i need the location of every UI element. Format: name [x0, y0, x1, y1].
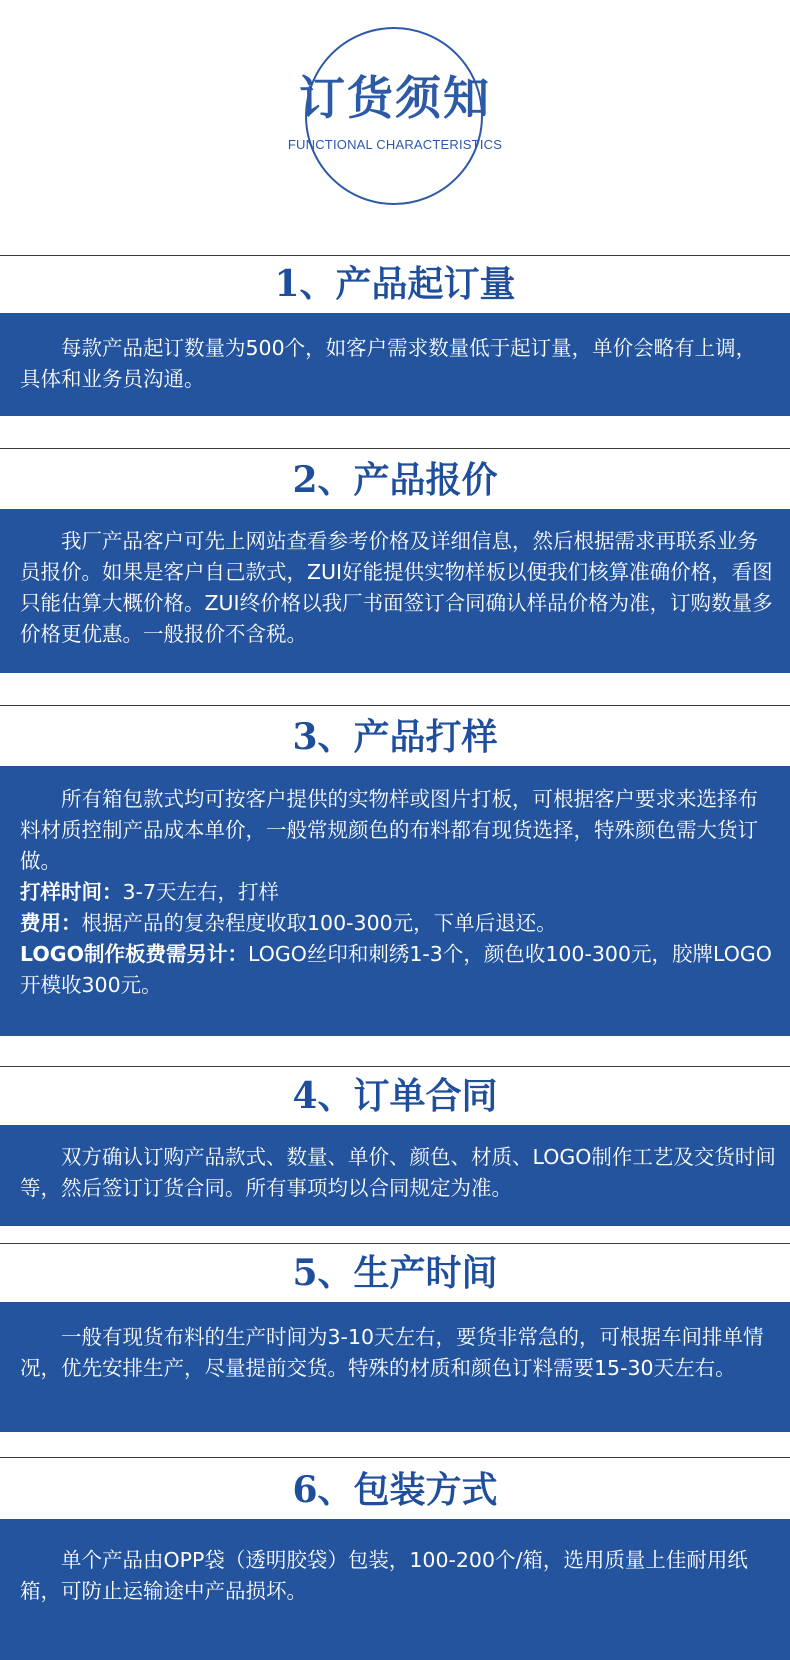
- header: [0, 0, 790, 255]
- section-header: [0, 1243, 790, 1302]
- section-title: 4、订单合同: [292, 1075, 498, 1117]
- section-text: 每款产品起订数量为500个，如客户需求数量低于起订量，单价会略有上调，具体和业务员沟通。: [20, 336, 757, 391]
- section-text: 单个产品由OPP袋（透明胶袋）包装，100-200个/箱，选用质量上佳耐用纸箱，可防止运输途中产品损坏。: [20, 1548, 748, 1603]
- section-header: [0, 1457, 790, 1519]
- logo-fee-line: [20, 939, 776, 1001]
- page-subtitle: FUNCTIONAL CHARACTERISTICS: [287, 137, 503, 152]
- section-body: [0, 1125, 790, 1226]
- section-header: [0, 705, 790, 766]
- section-contract: [0, 1066, 790, 1226]
- section-title: 2、产品报价: [292, 459, 498, 501]
- page-title: 订货须知: [299, 71, 491, 125]
- section-body: [0, 1302, 790, 1432]
- section-text: 一般有现货布料的生产时间为3-10天左右，要货非常急的，可根据车间排单情况，优先安排生产，尽量提前交货。特殊的材质和颜色订料需要15-30天左右。: [20, 1325, 764, 1380]
- section-text: 双方确认订购产品款式、数量、单价、颜色、材质、LOGO制作工艺及交货时间等，然后签订订货合同。所有事项均以合同规定为准。: [20, 1145, 776, 1200]
- section-body: [0, 313, 790, 416]
- sample-time-line: [20, 877, 776, 908]
- section-packaging: [0, 1457, 790, 1660]
- sample-time-label: 打样时间：: [20, 880, 123, 904]
- section-title: 3、产品打样: [292, 716, 498, 758]
- section-header: [0, 448, 790, 509]
- section-header: [0, 255, 790, 313]
- fee-label: 费用：: [20, 911, 82, 935]
- sample-time-value: 3-7天左右，打样: [122, 880, 279, 904]
- fee-line: [20, 908, 776, 939]
- section-quotation: [0, 448, 790, 673]
- section-min-order: [0, 255, 790, 416]
- section-text: 我厂产品客户可先上网站查看参考价格及详细信息，然后根据需求再联系业务员报价。如果是客户自己款式，ZUI好能提供实物样板以便我们核算准确价格，看图只能估算大概价格。ZUI终价格以我厂书面签订合同确认样品价格为准，订购数量多价格更优惠。一般报价不含税。: [20, 529, 773, 646]
- section-title: 5、生产时间: [292, 1252, 498, 1294]
- section-title: 6、包装方式: [292, 1469, 498, 1511]
- logo-fee-label: LOGO制作板费需另计：: [20, 942, 249, 966]
- logo-fee-value: LOGO丝印和刺绣1-3个，颜色收100-300元，胶牌LOGO开模收300元。: [20, 942, 772, 997]
- section-production-time: [0, 1243, 790, 1432]
- section-body: [0, 766, 790, 1036]
- section-title: 1、产品起订量: [274, 263, 516, 305]
- fee-value: 根据产品的复杂程度收取100-300元，下单后退还。: [81, 911, 557, 935]
- section-header: [0, 1066, 790, 1125]
- section-text: 所有箱包款式均可按客户提供的实物样或图片打板，可根据客户要求来选择布料材质控制产品成本单价，一般常规颜色的布料都有现货选择，特殊颜色需大货订做。: [20, 787, 758, 873]
- section-sampling: [0, 705, 790, 1036]
- section-body: [0, 1519, 790, 1660]
- section-body: [0, 509, 790, 673]
